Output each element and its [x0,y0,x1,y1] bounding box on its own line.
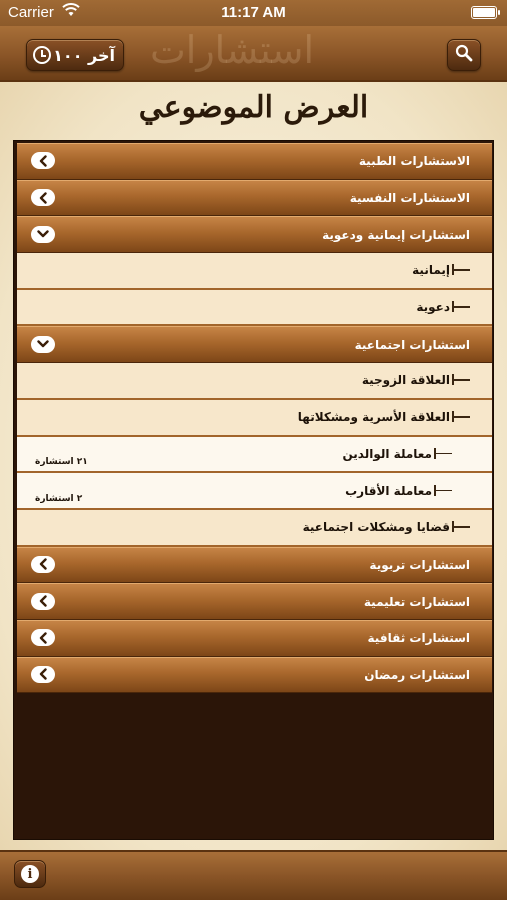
tree-branch-icon [452,526,470,528]
status-bar [0,0,507,26]
tree-branch-icon [452,269,470,271]
content-area [0,82,507,850]
carrier-label: Carrier [8,4,54,21]
row-label: قضايا ومشكلات اجتماعية [302,520,450,535]
tree-branch-icon [452,306,470,308]
category-row[interactable] [17,216,492,253]
bottom-bar [0,850,507,900]
category-row[interactable] [17,657,492,694]
category-row[interactable] [17,326,492,363]
consultation-count: ٢ استشارة [35,493,83,504]
row-label: معاملة الوالدين [342,446,432,461]
chevron-left-icon[interactable] [31,666,55,683]
last-100-label: آخر ١٠٠ [53,45,115,65]
subcategory-row[interactable] [17,400,492,437]
row-label: دعوية [416,300,450,315]
chevron-down-icon[interactable] [31,226,55,243]
subcategory-row[interactable] [17,363,492,400]
clock-time: 11:17 AM [221,4,286,21]
chevron-left-icon[interactable] [31,152,55,169]
row-label: إيمانية [412,263,450,278]
tree-branch-icon [452,379,470,381]
last-100-button[interactable] [26,39,124,71]
row-label: العلاقة الزوجية [361,373,450,388]
info-icon: i [21,865,39,883]
topic-list [17,143,492,693]
clock-icon [33,46,51,64]
tree-branch-icon [434,453,452,455]
category-row[interactable] [17,547,492,584]
category-row[interactable] [17,143,492,180]
category-row[interactable] [17,620,492,657]
tree-branch-icon [452,416,470,418]
subcategory-row[interactable] [17,473,492,510]
subcategory-row[interactable] [17,290,492,327]
row-label: استشارات تعليمية [363,594,470,609]
row-label: استشارات تربوية [369,557,470,572]
row-label: معاملة الأقارب [345,483,432,498]
search-button[interactable] [447,39,481,71]
row-label: الاستشارات النفسية [349,191,470,206]
category-row[interactable] [17,180,492,217]
tree-branch-icon [434,490,452,492]
row-label: استشارات رمضان [364,667,470,682]
info-button[interactable] [14,860,46,888]
nav-watermark: استشارات [150,28,315,72]
page-title: العرض الموضوعي [138,90,369,125]
battery-icon [471,6,497,19]
chevron-left-icon[interactable] [31,593,55,610]
row-label: العلاقة الأسرية ومشكلاتها [297,410,450,425]
row-label: استشارات اجتماعية [354,337,470,352]
consultation-count: ٢١ استشارة [35,457,88,468]
chevron-left-icon[interactable] [31,556,55,573]
row-label: استشارات إيمانية ودعوية [322,227,470,242]
row-label: الاستشارات الطبية [358,154,470,169]
row-label: استشارات ثقافية [367,631,470,646]
subcategory-row[interactable] [17,437,492,474]
subcategory-row[interactable] [17,510,492,547]
chevron-down-icon[interactable] [31,336,55,353]
chevron-left-icon[interactable] [31,629,55,646]
category-row[interactable] [17,583,492,620]
nav-bar [0,26,507,82]
chevron-left-icon[interactable] [31,189,55,206]
topic-list-panel[interactable] [13,140,494,840]
search-icon [455,44,473,66]
subcategory-row[interactable] [17,253,492,290]
